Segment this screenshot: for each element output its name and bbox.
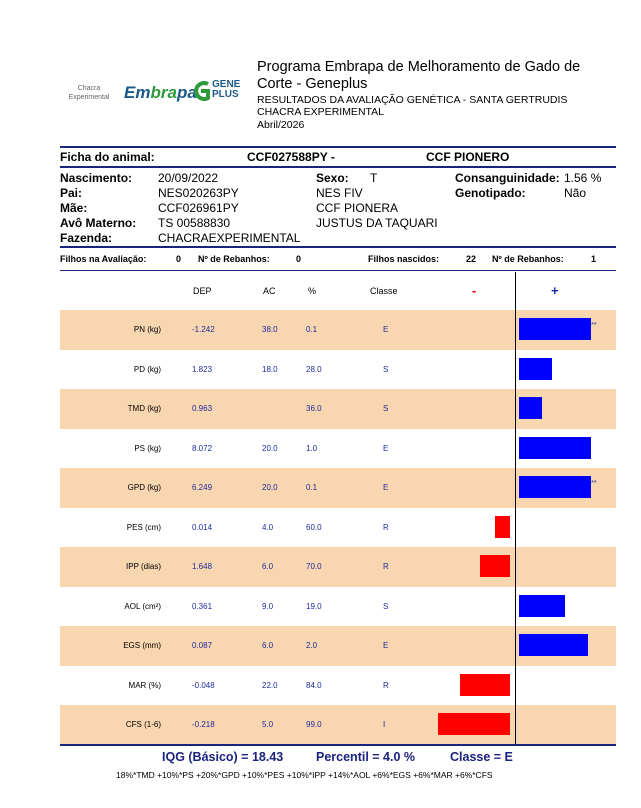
dep-value: 1.648 [192,562,213,571]
pct-value: 70.0 [306,562,322,571]
classe-value: E [383,443,389,453]
ac-value: 20.0 [262,443,278,453]
table-row [60,705,616,745]
negative-bar [495,516,510,538]
divider [60,744,616,746]
ac-value: 9.0 [262,601,274,611]
trait-label: PS (kg) [134,443,161,453]
ac-value: 38.0 [262,325,278,334]
iqg-value: IQG (Básico) = 18.43 [162,750,284,764]
dep-value: 0.087 [192,641,213,650]
report-title: Programa Embrapa de Melhoramento de Gado de Corte - Geneplus [257,59,581,92]
ac-value: 20.0 [262,483,278,492]
trait-label: GPD (kg) [127,483,161,492]
positive-bar [519,318,591,340]
classe-value: Classe = E [450,750,513,764]
ac-value: 6.0 [262,562,274,571]
rebanhos-value: 0 [296,254,302,264]
positive-bar [519,397,542,419]
zero-axis [515,272,516,744]
table-row [60,468,616,508]
divider [60,246,616,248]
negative-bar [480,555,510,577]
avo-value: TS 00588830 [158,216,231,230]
table-row [60,547,616,587]
sexo-label: Sexo: [316,171,349,185]
animal-name: CCF PIONERO [426,150,510,164]
table-row [60,429,616,469]
genotipado-label: Genotipado: [455,186,526,200]
divider [60,270,616,271]
pct-value: 60.0 [306,522,322,532]
header-pct: % [308,286,317,296]
percentil-value: Percentil = 4.0 % [316,750,416,764]
ac-value: 18.0 [262,364,278,374]
significance-mark: ** [591,480,597,487]
ac-value: 5.0 [262,720,274,729]
fazenda-label: Fazenda: [60,231,113,245]
positive-bar [519,476,591,498]
negative-bar [460,674,510,696]
ficha-label: Ficha do animal: [60,150,155,164]
table-row [60,666,616,706]
table-row [60,587,616,627]
pct-value: 0.1 [306,325,318,334]
table-row [60,389,616,429]
animal-id: CCF027588PY - [247,150,335,164]
ac-value: 4.0 [262,522,274,532]
divider [60,166,616,168]
dep-value: 0.361 [192,601,213,611]
header-minus: - [472,283,477,298]
positive-bar [519,595,565,617]
classe-value: S [383,601,389,611]
nascidos-label: Filhos nascidos: [368,254,440,264]
trait-label: PN (kg) [133,325,161,334]
trait-label: IPP (dias) [126,562,161,571]
pct-value: 1.0 [306,443,318,453]
classe-value: R [383,562,389,571]
classe-value: R [383,522,389,532]
mae-name: CCF PIONERA [316,201,399,215]
rebanhos2-label: Nº de Rebanhos: [492,254,564,264]
divider [60,146,616,148]
pai-value: NES020263PY [158,186,239,200]
genotipado-value: Não [564,186,587,200]
geneplus-logo [190,76,250,108]
pct-value: 36.0 [306,404,322,413]
negative-bar [438,713,510,735]
trait-label: PES (cm) [126,522,161,532]
trait-label: TMD (kg) [127,404,161,413]
table-row [60,310,616,350]
header-plus: + [551,283,559,298]
pai-name: NES FIV [316,186,363,200]
dep-value: 0.963 [192,404,213,413]
filhos-value: 0 [176,254,182,264]
ac-value: 6.0 [262,641,274,650]
dep-value: -1.242 [192,325,215,334]
classe-value: I [383,720,386,729]
iqg-formula: 18%*TMD +10%*PS +20%*GPD +10%*PES +10%*IPP +14%*AOL +6%*EGS +6%*MAR +6%*CFS [116,770,493,780]
consanguinidade-label: Consanguinidade: [455,171,560,185]
chacra-logo: Chacra Experimental [68,85,110,101]
pct-value: 99.0 [306,720,322,729]
avo-label: Avô Materno: [60,216,137,230]
report-subtitle: RESULTADOS DA AVALIAÇÃO GENÉTICA - SANTA GERTRUDIS [257,94,568,106]
classe-value: E [383,325,389,334]
trait-label: CFS (1-6) [125,720,161,729]
sexo-value: T [370,171,378,185]
table-row [60,626,616,666]
pct-value: 2.0 [306,641,318,650]
classe-value: S [383,404,389,413]
pct-value: 0.1 [306,483,318,492]
ac-value: 22.0 [262,680,278,690]
classe-value: E [383,641,389,650]
positive-bar [519,634,588,656]
pct-value: 84.0 [306,680,322,690]
dep-value: 0.014 [192,522,213,532]
header-dep: DEP [193,286,212,296]
geneplus-text: GENE PLUS [212,79,241,100]
dep-value: 6.249 [192,483,213,492]
dep-value: 1.823 [192,364,213,374]
report-date: Abril/2026 [257,119,305,131]
trait-label: PD (kg) [133,364,161,374]
consanguinidade-value: 1.56 % [564,171,602,185]
table-row [60,508,616,548]
embrapa-logo: Embrapa [124,83,197,102]
fazenda-value: CHACRAEXPERIMENTAL [158,231,301,245]
trait-label: AOL (cm²) [124,601,161,611]
nascidos-value: 22 [466,254,477,264]
dep-value: -0.048 [192,680,215,690]
classe-value: E [383,483,389,492]
dep-value: -0.218 [192,720,215,729]
classe-value: R [383,680,389,690]
rebanhos2-value: 1 [591,254,597,264]
filhos-label: Filhos na Avaliação: [60,254,147,264]
rebanhos-label: Nº de Rebanhos: [198,254,270,264]
header-ac: AC [263,286,276,296]
header-classe: Classe [370,286,398,296]
trait-label: EGS (mm) [123,641,161,650]
nascimento-value: 20/09/2022 [158,171,219,185]
mae-label: Mãe: [60,201,88,215]
positive-bar [519,358,552,380]
trait-label: MAR (%) [128,680,161,690]
pai-label: Pai: [60,186,83,200]
avo-name: JUSTUS DA TAQUARI [316,216,438,230]
dep-value: 8.072 [192,443,213,453]
mae-value: CCF026961PY [158,201,239,215]
classe-value: S [383,364,389,374]
geneplus-icon [190,76,212,106]
table-row [60,350,616,390]
pct-value: 19.0 [306,601,322,611]
nascimento-label: Nascimento: [60,171,133,185]
positive-bar [519,437,591,459]
report-subtitle-2: CHACRA EXPERIMENTAL [257,106,384,118]
pct-value: 28.0 [306,364,322,374]
significance-mark: ** [591,322,597,329]
